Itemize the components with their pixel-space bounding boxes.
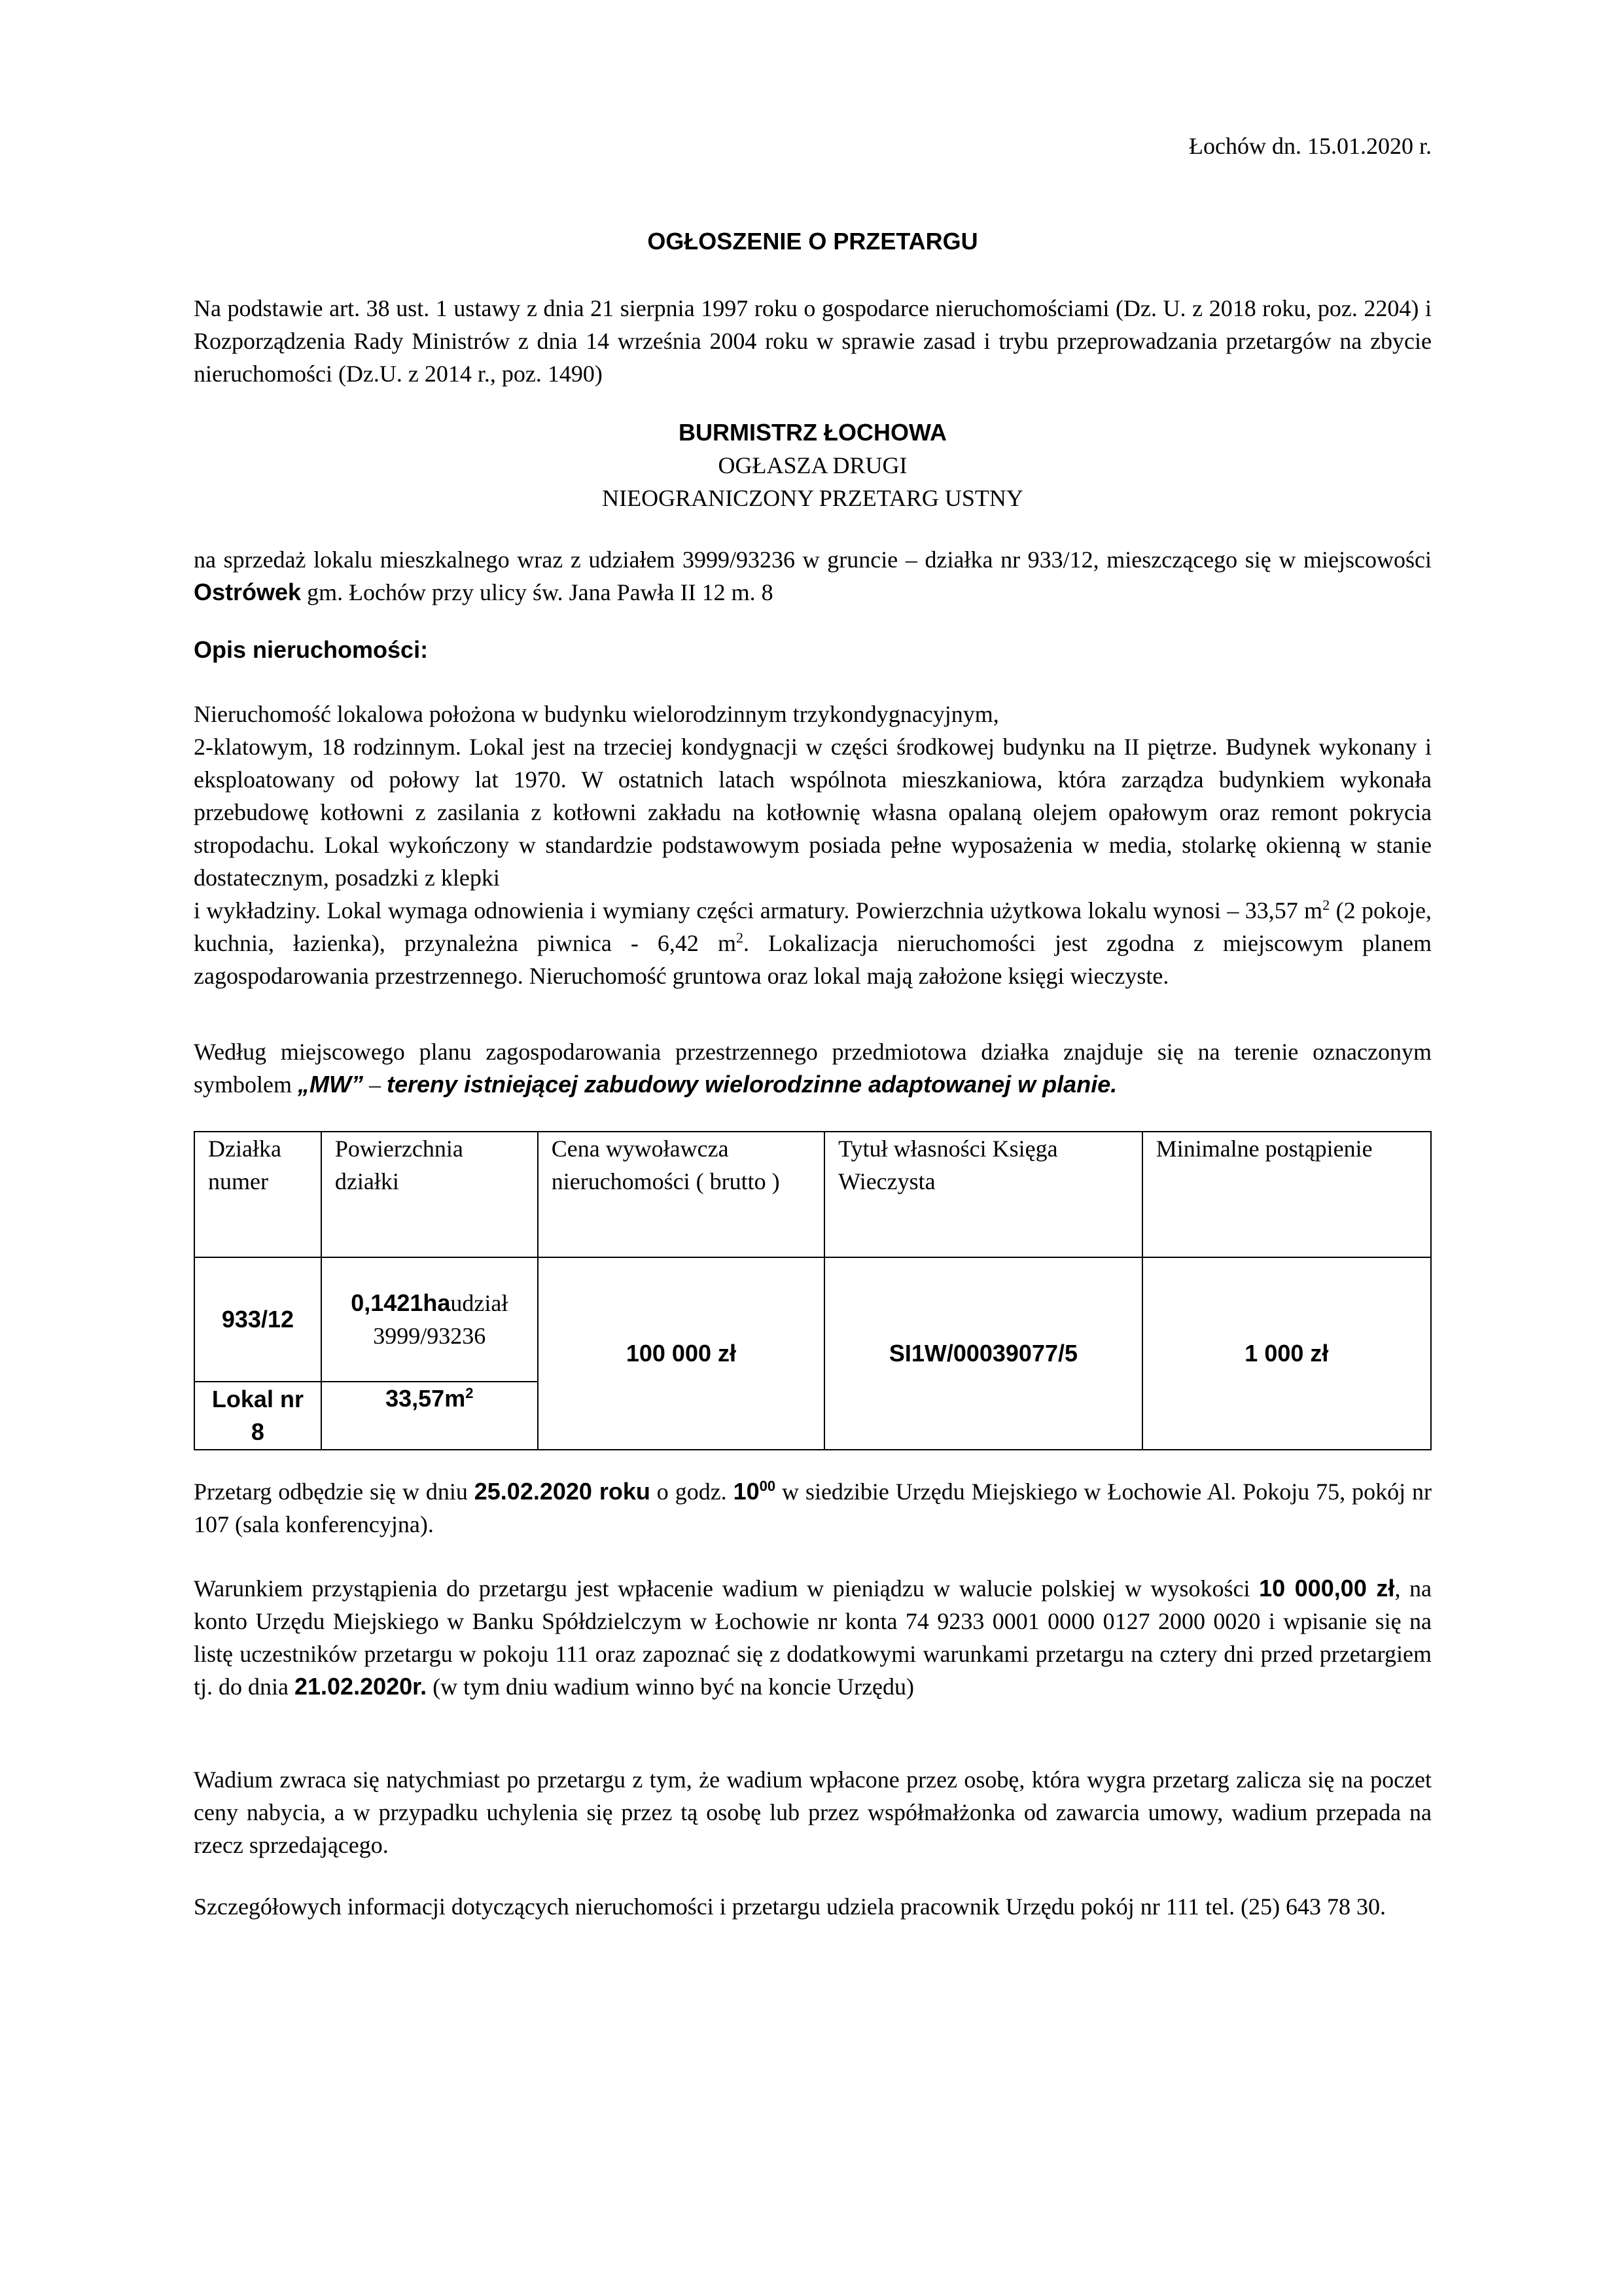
sale-paragraph: na sprzedaż lokalu mieszkalnego wraz z udziałem 3999/93236 w gruncie – działka nr 933/12, mieszczącego się w miejscowości Ostrówek gm. Łochów przy ulicy św. Jana Pawła II 12 m. 8 — [194, 547, 1432, 605]
share-value: 3999/93236 — [373, 1323, 486, 1349]
header-price: Cena wywoławcza nieruchomości ( brutto ) — [538, 1132, 824, 1257]
header-plot-number: Działka numer — [194, 1132, 321, 1257]
location-name: Ostrówek — [194, 579, 302, 605]
refund-paragraph: Wadium zwraca się natychmiast po przetargu z tym, że wadium wpłacone przez osobę, która wygra przetarg zalicza się na poczet ceny nabycia, a w przypadku uchylenia się przez tą osobę lub przez współmałżonka od zawarcia umowy, wadium przepada na rzecz sprzedającego. — [194, 1767, 1432, 1858]
header-plot-area: Powierzchnia działki — [321, 1132, 538, 1257]
zoning-plan-paragraph: Według miejscowego planu zagospodarowania przestrzennego przedmiotowa działka znajduje się na terenie oznaczonym symbolem „MW” – tereny istniejącej zabudowy wielorodzinne adaptowanej w planie. — [194, 1039, 1432, 1098]
unit-area-cell: $33,57m^2$ — [321, 1382, 538, 1450]
unit-label: Lokal nr 8 — [194, 1382, 321, 1450]
plot-area-cell — [321, 1257, 538, 1382]
contact-paragraph: Szczegółowych informacji dotyczących nieruchomości i przetargu udziela pracownik Urzędu pokój nr 111 tel. (25) 643 78 30. — [194, 1893, 1386, 1920]
auction-paragraph: Przetarg odbędzie się w dniu 25.02.2020 roku o godz. $10^{00}$ w siedzibie Urzędu Miejskiego w Łochowie Al. Pokoju 75, pokój nr 107 (sala konferencyjna). — [194, 1478, 1432, 1537]
table-header-row — [194, 1132, 1431, 1257]
share-label: udział — [450, 1290, 508, 1316]
document-title: OGŁOSZENIE O PRZETARGU — [647, 228, 978, 255]
plot-number: 933/12 — [194, 1257, 321, 1382]
header-min-increment: Minimalne postąpienie — [1142, 1132, 1431, 1257]
plot-area: 0,1421ha — [351, 1289, 451, 1316]
deposit-amount: 10 000,00 zł — [1259, 1575, 1395, 1602]
auction-hour: 10 — [733, 1478, 760, 1505]
date-line: Łochów dn. 15.01.2020 r. — [1189, 133, 1432, 159]
deposit-deadline: 21.02.2020r. — [294, 1673, 427, 1700]
zoning-meaning: tereny istniejącej zabudowy wielorodzinne adaptowanej w planie. — [386, 1071, 1118, 1098]
zoning-symbol: „MW” — [298, 1071, 363, 1098]
unit-area: 33,57m — [385, 1385, 466, 1412]
table-row — [194, 1257, 1431, 1382]
legal-basis-paragraph: Na podstawie art. 38 ust. 1 ustawy z dnia 21 sierpnia 1997 roku o gospodarce nieruchomościami (Dz. U. z 2018 roku, poz. 2204) i Rozporządzenia Rady Ministrów z dnia 14 września 2004 roku w sprawie zasad i trybu przeprowadzania przetargów na zbycie nieruchomości (Dz.U. z 2014 r., poz. 1490) — [194, 295, 1432, 387]
announcement-header — [194, 416, 1432, 514]
tender-type: NIEOGRANICZONY PRZETARG USTNY — [602, 485, 1023, 511]
land-register-number: SI1W/00039077/5 — [824, 1257, 1142, 1450]
description-paragraph: Nieruchomość lokalowa położona w budynku wielorodzinnym trzykondygnacyjnym, 2-klatowym, 18 rodzinnym. Lokal jest na trzeciej kondygnacji w części środkowej budynku na II piętrze. Budynek wykonany i eksploatowany od połowy lat 1970. W ostatnich latach wspólnota mieszkaniowa, która zarządza budynkiem wykonała przebudowę kotłowni z zasilania z kotłowni zakładu na kotłownię własna opalaną olejem opałowym oraz remont pokrycia stropodachu. Lokal wykończony w standardzie podstawowym posiada pełne wyposażenia w media, stolarkę okienną w stanie dostatecznym, posadzki z klepki i wykładziny. Lokal wymaga odnowienia i wymiany części armatury. Powierzchnia użytkowa lokalu wynosi – 33,57 $m^2$ (2 pokoje, kuchnia, łazienka), przynależna piwnica - 6,42 $m^2$. Lokalizacja nieruchomości jest zgodna z miejscowym planem zagospodarowania przestrzennego. Nieruchomość gruntowa oraz lokal mają założone księgi wieczyste. — [194, 701, 1432, 989]
auction-minutes: 00 — [759, 1478, 776, 1494]
minimum-increment: 1 000 zł — [1142, 1257, 1431, 1450]
starting-price: 100 000 zł — [538, 1257, 824, 1450]
auction-date: 25.02.2020 roku — [474, 1478, 650, 1505]
header-land-register: Tytuł własności Księga Wieczysta — [824, 1132, 1142, 1257]
deposit-paragraph: Warunkiem przystąpienia do przetargu jest wpłacenie wadium w pieniądzu w walucie polskiej w wysokości 10 000,00 zł, na konto Urzędu Miejskiego w Banku Spółdzielczym w Łochowie nr konta 74 9233 0001 0000 0127 2000 0020 i wpisanie się na listę uczestników przetargu w pokoju 111 oraz zapoznać się z dodatkowymi warunkami przetargu na cztery dni przed przetargiem tj. do dnia 21.02.2020r. (w tym dniu wadium winno być na koncie Urzędu) — [194, 1575, 1432, 1700]
property-table — [194, 1131, 1432, 1450]
announces-line: OGŁASZA DRUGI — [718, 452, 908, 478]
description-heading: Opis nieruchomości: — [194, 636, 429, 663]
announcer: BURMISTRZ ŁOCHOWA — [679, 419, 947, 446]
